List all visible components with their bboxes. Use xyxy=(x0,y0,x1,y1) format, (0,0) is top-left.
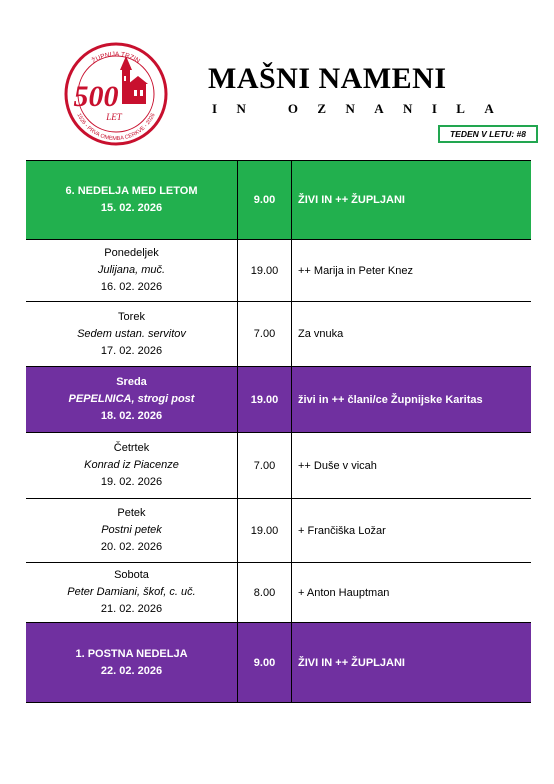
table-row-sunday-1 xyxy=(26,161,531,240)
saint-name: Peter Damiani, škof, c. uč. xyxy=(67,586,196,598)
table-row-monday xyxy=(26,240,531,302)
saint-name: Konrad iz Piacenze xyxy=(84,459,179,471)
mass-time: 19.00 xyxy=(238,367,292,433)
mass-intention: + Anton Hauptman xyxy=(292,563,532,623)
table-row-saturday xyxy=(26,563,531,623)
day-date: 21. 02. 2026 xyxy=(100,603,163,615)
day-name: Torek xyxy=(118,310,145,323)
table-row-tuesday xyxy=(26,302,531,367)
day-cell xyxy=(26,499,238,563)
week-number-badge: TEDEN V LETU: #8 xyxy=(438,125,538,143)
day-date: 22. 02. 2026 xyxy=(100,664,163,677)
mass-intention: ŽIVI IN ++ ŽUPLJANI xyxy=(292,161,532,240)
day-name: 1. POSTNA NEDELJA xyxy=(75,647,188,660)
saint-name: Postni petek xyxy=(101,524,162,536)
day-date: 20. 02. 2026 xyxy=(100,541,163,553)
mass-time: 19.00 xyxy=(238,499,292,563)
saint-name: Sedem ustan. servitov xyxy=(77,327,186,340)
mass-time: 7.00 xyxy=(238,433,292,499)
logo-bottom-text: 1526 - PRVA OMEMBA CERKVE - 2026 xyxy=(75,112,157,143)
mass-time: 7.00 xyxy=(238,302,292,367)
parish-anniversary-logo xyxy=(62,40,170,148)
table-row-thursday xyxy=(26,433,531,499)
mass-time: 9.00 xyxy=(238,161,292,240)
day-name: Sobota xyxy=(114,569,149,581)
day-cell xyxy=(26,433,238,499)
mass-intention: živi in ++ člani/ce Župnijske Karitas xyxy=(292,367,532,433)
saint-name: PEPELNICA, strogi post xyxy=(68,393,195,405)
day-name: Petek xyxy=(117,507,146,519)
anniversary-seal-icon xyxy=(62,40,170,148)
day-date: 17. 02. 2026 xyxy=(100,344,163,357)
day-cell xyxy=(26,161,238,240)
day-name: 6. NEDELJA MED LETOM xyxy=(65,185,198,197)
mass-time: 8.00 xyxy=(238,563,292,623)
day-cell xyxy=(26,563,238,623)
day-cell xyxy=(26,240,238,302)
mass-time: 9.00 xyxy=(238,623,292,703)
mass-intention: Za vnuka xyxy=(292,302,532,367)
logo-number: 500 xyxy=(73,80,119,113)
day-date: 15. 02. 2026 xyxy=(100,202,163,214)
mass-intention: + Frančiška Ložar xyxy=(292,499,532,563)
day-date: 18. 02. 2026 xyxy=(100,410,163,422)
table-row-sunday-2 xyxy=(26,623,531,703)
saint-name: Julijana, muč. xyxy=(97,264,166,276)
mass-schedule-table xyxy=(26,160,531,703)
day-cell xyxy=(26,302,238,367)
day-name: Četrtek xyxy=(113,442,150,454)
day-cell xyxy=(26,367,238,433)
mass-time: 19.00 xyxy=(238,240,292,302)
day-date: 19. 02. 2026 xyxy=(100,476,163,488)
day-cell xyxy=(26,623,238,703)
page-title: MAŠNI NAMENI xyxy=(208,62,447,95)
table-row-friday xyxy=(26,499,531,563)
day-name: Ponedeljek xyxy=(104,247,159,259)
day-name: Sreda xyxy=(116,376,147,388)
logo-parish-text: ŽUPNIJA TRZIN xyxy=(90,50,142,65)
logo-let: LET xyxy=(106,112,122,122)
page-subtitle: IN OZNANILA xyxy=(212,101,514,116)
mass-intention: ++ Duše v vicah xyxy=(292,433,532,499)
mass-intention: ++ Marija in Peter Knez xyxy=(292,240,532,302)
table-row-wednesday xyxy=(26,367,531,433)
mass-intention: ŽIVI IN ++ ŽUPLJANI xyxy=(292,623,532,703)
day-date: 16. 02. 2026 xyxy=(100,281,163,293)
